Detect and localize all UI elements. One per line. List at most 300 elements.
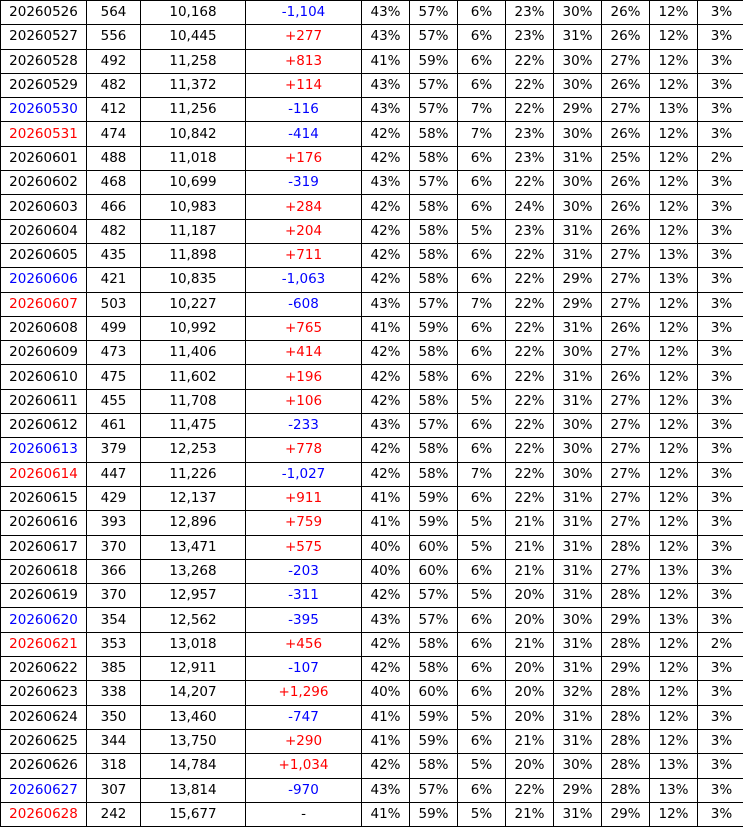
percent-cell: 57% bbox=[410, 1, 458, 25]
total-cell: 11,018 bbox=[141, 146, 246, 170]
count-cell: 556 bbox=[87, 25, 141, 49]
date-cell: 20260529 bbox=[1, 73, 87, 97]
percent-cell: 20% bbox=[506, 657, 554, 681]
total-cell: 11,406 bbox=[141, 341, 246, 365]
percent-cell: 60% bbox=[410, 535, 458, 559]
table-row bbox=[1, 146, 743, 170]
change-cell: -233 bbox=[246, 414, 362, 438]
percent-cell: 3% bbox=[698, 754, 743, 778]
percent-cell: 31% bbox=[554, 486, 602, 510]
percent-cell: 30% bbox=[554, 171, 602, 195]
percent-cell: 42% bbox=[362, 219, 410, 243]
percent-cell: 12% bbox=[650, 632, 698, 656]
percent-cell: 43% bbox=[362, 98, 410, 122]
date-cell: 20260620 bbox=[1, 608, 87, 632]
date-cell: 20260527 bbox=[1, 25, 87, 49]
percent-cell: 57% bbox=[410, 171, 458, 195]
percent-cell: 30% bbox=[554, 341, 602, 365]
percent-cell: 7% bbox=[458, 98, 506, 122]
percent-cell: 42% bbox=[362, 243, 410, 267]
percent-cell: 43% bbox=[362, 25, 410, 49]
percent-cell: 3% bbox=[698, 535, 743, 559]
count-cell: 366 bbox=[87, 559, 141, 583]
percent-cell: 30% bbox=[554, 122, 602, 146]
table-row bbox=[1, 316, 743, 340]
count-cell: 354 bbox=[87, 608, 141, 632]
percent-cell: 60% bbox=[410, 559, 458, 583]
percent-cell: 58% bbox=[410, 754, 458, 778]
change-cell: +1,296 bbox=[246, 681, 362, 705]
percent-cell: 30% bbox=[554, 49, 602, 73]
percent-cell: 40% bbox=[362, 535, 410, 559]
percent-cell: 31% bbox=[554, 559, 602, 583]
total-cell: 10,992 bbox=[141, 316, 246, 340]
percent-cell: 26% bbox=[602, 25, 650, 49]
percent-cell: 42% bbox=[362, 754, 410, 778]
percent-cell: 3% bbox=[698, 268, 743, 292]
percent-cell: 2% bbox=[698, 146, 743, 170]
percent-cell: 23% bbox=[506, 1, 554, 25]
percent-cell: 3% bbox=[698, 73, 743, 97]
total-cell: 12,957 bbox=[141, 584, 246, 608]
percent-cell: 57% bbox=[410, 98, 458, 122]
change-cell: +196 bbox=[246, 365, 362, 389]
percent-cell: 3% bbox=[698, 1, 743, 25]
percent-cell: 5% bbox=[458, 219, 506, 243]
percent-cell: 43% bbox=[362, 292, 410, 316]
change-cell: -1,027 bbox=[246, 462, 362, 486]
percent-cell: 6% bbox=[458, 73, 506, 97]
percent-cell: 6% bbox=[458, 146, 506, 170]
percent-cell: 41% bbox=[362, 705, 410, 729]
percent-cell: 31% bbox=[554, 219, 602, 243]
percent-cell: 41% bbox=[362, 802, 410, 826]
percent-cell: 29% bbox=[554, 778, 602, 802]
date-cell: 20260605 bbox=[1, 243, 87, 267]
percent-cell: 22% bbox=[506, 438, 554, 462]
percent-cell: 6% bbox=[458, 657, 506, 681]
percent-cell: 41% bbox=[362, 729, 410, 753]
percent-cell: 3% bbox=[698, 25, 743, 49]
percent-cell: 12% bbox=[650, 341, 698, 365]
percent-cell: 6% bbox=[458, 1, 506, 25]
total-cell: 15,677 bbox=[141, 802, 246, 826]
change-cell: +204 bbox=[246, 219, 362, 243]
table-row bbox=[1, 389, 743, 413]
percent-cell: 22% bbox=[506, 462, 554, 486]
date-cell: 20260623 bbox=[1, 681, 87, 705]
percent-cell: 43% bbox=[362, 608, 410, 632]
percent-cell: 13% bbox=[650, 608, 698, 632]
percent-cell: 42% bbox=[362, 389, 410, 413]
percent-cell: 31% bbox=[554, 389, 602, 413]
change-cell: -116 bbox=[246, 98, 362, 122]
date-cell: 20260617 bbox=[1, 535, 87, 559]
percent-cell: 21% bbox=[506, 632, 554, 656]
percent-cell: 30% bbox=[554, 414, 602, 438]
total-cell: 11,602 bbox=[141, 365, 246, 389]
count-cell: 435 bbox=[87, 243, 141, 267]
count-cell: 482 bbox=[87, 219, 141, 243]
percent-cell: 12% bbox=[650, 657, 698, 681]
total-cell: 14,207 bbox=[141, 681, 246, 705]
percent-cell: 3% bbox=[698, 341, 743, 365]
count-cell: 344 bbox=[87, 729, 141, 753]
percent-cell: 59% bbox=[410, 486, 458, 510]
count-cell: 429 bbox=[87, 486, 141, 510]
percent-cell: 12% bbox=[650, 122, 698, 146]
percent-cell: 3% bbox=[698, 438, 743, 462]
table-row bbox=[1, 243, 743, 267]
percent-cell: 42% bbox=[362, 122, 410, 146]
total-cell: 13,814 bbox=[141, 778, 246, 802]
percent-cell: 12% bbox=[650, 171, 698, 195]
change-cell: -414 bbox=[246, 122, 362, 146]
percent-cell: 22% bbox=[506, 73, 554, 97]
percent-cell: 58% bbox=[410, 219, 458, 243]
total-cell: 12,137 bbox=[141, 486, 246, 510]
percent-cell: 3% bbox=[698, 292, 743, 316]
count-cell: 370 bbox=[87, 535, 141, 559]
total-cell: 11,708 bbox=[141, 389, 246, 413]
date-cell: 20260528 bbox=[1, 49, 87, 73]
table-row bbox=[1, 365, 743, 389]
percent-cell: 57% bbox=[410, 778, 458, 802]
count-cell: 242 bbox=[87, 802, 141, 826]
percent-cell: 29% bbox=[602, 657, 650, 681]
change-cell: +813 bbox=[246, 49, 362, 73]
total-cell: 12,896 bbox=[141, 511, 246, 535]
table-row bbox=[1, 49, 743, 73]
percent-cell: 28% bbox=[602, 754, 650, 778]
total-cell: 10,227 bbox=[141, 292, 246, 316]
date-cell: 20260604 bbox=[1, 219, 87, 243]
total-cell: 13,268 bbox=[141, 559, 246, 583]
table-row bbox=[1, 705, 743, 729]
percent-cell: 31% bbox=[554, 25, 602, 49]
percent-cell: 27% bbox=[602, 98, 650, 122]
percent-cell: 12% bbox=[650, 802, 698, 826]
percent-cell: 3% bbox=[698, 49, 743, 73]
percent-cell: 42% bbox=[362, 657, 410, 681]
date-cell: 20260613 bbox=[1, 438, 87, 462]
change-cell: +114 bbox=[246, 73, 362, 97]
change-cell: -107 bbox=[246, 657, 362, 681]
percent-cell: 22% bbox=[506, 268, 554, 292]
percent-cell: 31% bbox=[554, 584, 602, 608]
percent-cell: 13% bbox=[650, 559, 698, 583]
percent-cell: 30% bbox=[554, 73, 602, 97]
count-cell: 564 bbox=[87, 1, 141, 25]
percent-cell: 21% bbox=[506, 802, 554, 826]
percent-cell: 27% bbox=[602, 292, 650, 316]
change-cell: +290 bbox=[246, 729, 362, 753]
percent-cell: 3% bbox=[698, 608, 743, 632]
date-cell: 20260619 bbox=[1, 584, 87, 608]
percent-cell: 6% bbox=[458, 681, 506, 705]
change-cell: +277 bbox=[246, 25, 362, 49]
percent-cell: 27% bbox=[602, 243, 650, 267]
table-row bbox=[1, 559, 743, 583]
total-cell: 11,226 bbox=[141, 462, 246, 486]
percent-cell: 13% bbox=[650, 754, 698, 778]
percent-cell: 13% bbox=[650, 98, 698, 122]
date-cell: 20260609 bbox=[1, 341, 87, 365]
date-cell: 20260530 bbox=[1, 98, 87, 122]
percent-cell: 59% bbox=[410, 729, 458, 753]
count-cell: 379 bbox=[87, 438, 141, 462]
count-cell: 370 bbox=[87, 584, 141, 608]
percent-cell: 7% bbox=[458, 122, 506, 146]
table-row bbox=[1, 632, 743, 656]
percent-cell: 27% bbox=[602, 414, 650, 438]
percent-cell: 5% bbox=[458, 584, 506, 608]
total-cell: 11,258 bbox=[141, 49, 246, 73]
percent-cell: 3% bbox=[698, 681, 743, 705]
count-cell: 307 bbox=[87, 778, 141, 802]
table-row bbox=[1, 608, 743, 632]
percent-cell: 26% bbox=[602, 122, 650, 146]
percent-cell: 3% bbox=[698, 657, 743, 681]
percent-cell: 26% bbox=[602, 171, 650, 195]
table-row bbox=[1, 486, 743, 510]
percent-cell: 12% bbox=[650, 729, 698, 753]
table-row bbox=[1, 414, 743, 438]
percent-cell: 12% bbox=[650, 462, 698, 486]
percent-cell: 42% bbox=[362, 365, 410, 389]
change-cell: - bbox=[246, 802, 362, 826]
percent-cell: 29% bbox=[554, 98, 602, 122]
percent-cell: 31% bbox=[554, 632, 602, 656]
percent-cell: 26% bbox=[602, 316, 650, 340]
percent-cell: 6% bbox=[458, 632, 506, 656]
percent-cell: 20% bbox=[506, 608, 554, 632]
table-row bbox=[1, 25, 743, 49]
total-cell: 13,750 bbox=[141, 729, 246, 753]
change-cell: +778 bbox=[246, 438, 362, 462]
percent-cell: 5% bbox=[458, 705, 506, 729]
percent-cell: 6% bbox=[458, 195, 506, 219]
percent-cell: 40% bbox=[362, 559, 410, 583]
percent-cell: 12% bbox=[650, 195, 698, 219]
percent-cell: 57% bbox=[410, 73, 458, 97]
percent-cell: 22% bbox=[506, 365, 554, 389]
table-row bbox=[1, 171, 743, 195]
change-cell: -747 bbox=[246, 705, 362, 729]
date-cell: 20260612 bbox=[1, 414, 87, 438]
percent-cell: 12% bbox=[650, 219, 698, 243]
percent-cell: 57% bbox=[410, 25, 458, 49]
date-cell: 20260627 bbox=[1, 778, 87, 802]
total-cell: 12,562 bbox=[141, 608, 246, 632]
percent-cell: 31% bbox=[554, 535, 602, 559]
percent-cell: 22% bbox=[506, 98, 554, 122]
percent-cell: 26% bbox=[602, 1, 650, 25]
percent-cell: 58% bbox=[410, 389, 458, 413]
date-cell: 20260626 bbox=[1, 754, 87, 778]
change-cell: +456 bbox=[246, 632, 362, 656]
count-cell: 468 bbox=[87, 171, 141, 195]
percent-cell: 12% bbox=[650, 389, 698, 413]
percent-cell: 3% bbox=[698, 705, 743, 729]
percent-cell: 31% bbox=[554, 657, 602, 681]
percent-cell: 43% bbox=[362, 1, 410, 25]
total-cell: 10,835 bbox=[141, 268, 246, 292]
count-cell: 338 bbox=[87, 681, 141, 705]
total-cell: 12,911 bbox=[141, 657, 246, 681]
total-cell: 10,445 bbox=[141, 25, 246, 49]
table-row bbox=[1, 98, 743, 122]
percent-cell: 28% bbox=[602, 729, 650, 753]
percent-cell: 12% bbox=[650, 146, 698, 170]
change-cell: -311 bbox=[246, 584, 362, 608]
percent-cell: 12% bbox=[650, 365, 698, 389]
date-cell: 20260607 bbox=[1, 292, 87, 316]
date-cell: 20260602 bbox=[1, 171, 87, 195]
percent-cell: 3% bbox=[698, 171, 743, 195]
change-cell: -319 bbox=[246, 171, 362, 195]
percent-cell: 59% bbox=[410, 705, 458, 729]
percent-cell: 3% bbox=[698, 559, 743, 583]
percent-cell: 29% bbox=[602, 608, 650, 632]
total-cell: 11,372 bbox=[141, 73, 246, 97]
percent-cell: 3% bbox=[698, 584, 743, 608]
percent-cell: 3% bbox=[698, 729, 743, 753]
total-cell: 10,983 bbox=[141, 195, 246, 219]
percent-cell: 22% bbox=[506, 292, 554, 316]
change-cell: -395 bbox=[246, 608, 362, 632]
table-row bbox=[1, 438, 743, 462]
percent-cell: 3% bbox=[698, 389, 743, 413]
date-cell: 20260608 bbox=[1, 316, 87, 340]
percent-cell: 22% bbox=[506, 389, 554, 413]
table-row bbox=[1, 729, 743, 753]
percent-cell: 59% bbox=[410, 802, 458, 826]
percent-cell: 20% bbox=[506, 705, 554, 729]
percent-cell: 58% bbox=[410, 243, 458, 267]
count-cell: 318 bbox=[87, 754, 141, 778]
percent-cell: 43% bbox=[362, 778, 410, 802]
count-cell: 412 bbox=[87, 98, 141, 122]
percent-cell: 6% bbox=[458, 243, 506, 267]
percent-cell: 12% bbox=[650, 292, 698, 316]
percent-cell: 25% bbox=[602, 146, 650, 170]
percent-cell: 30% bbox=[554, 754, 602, 778]
percent-cell: 12% bbox=[650, 535, 698, 559]
percent-cell: 41% bbox=[362, 511, 410, 535]
date-cell: 20260621 bbox=[1, 632, 87, 656]
percent-cell: 59% bbox=[410, 511, 458, 535]
table-row bbox=[1, 754, 743, 778]
percent-cell: 12% bbox=[650, 705, 698, 729]
percent-cell: 3% bbox=[698, 462, 743, 486]
count-cell: 447 bbox=[87, 462, 141, 486]
total-cell: 12,253 bbox=[141, 438, 246, 462]
count-cell: 488 bbox=[87, 146, 141, 170]
percent-cell: 5% bbox=[458, 389, 506, 413]
percent-cell: 6% bbox=[458, 268, 506, 292]
percent-cell: 26% bbox=[602, 219, 650, 243]
change-cell: +106 bbox=[246, 389, 362, 413]
table-row bbox=[1, 1, 743, 25]
percent-cell: 40% bbox=[362, 681, 410, 705]
date-cell: 20260618 bbox=[1, 559, 87, 583]
percent-cell: 42% bbox=[362, 462, 410, 486]
percent-cell: 31% bbox=[554, 705, 602, 729]
percent-cell: 30% bbox=[554, 1, 602, 25]
change-cell: +765 bbox=[246, 316, 362, 340]
percent-cell: 12% bbox=[650, 414, 698, 438]
percent-cell: 41% bbox=[362, 486, 410, 510]
percent-cell: 21% bbox=[506, 535, 554, 559]
date-cell: 20260628 bbox=[1, 802, 87, 826]
percent-cell: 57% bbox=[410, 608, 458, 632]
percent-cell: 21% bbox=[506, 559, 554, 583]
count-cell: 499 bbox=[87, 316, 141, 340]
percent-cell: 58% bbox=[410, 365, 458, 389]
table-row bbox=[1, 195, 743, 219]
total-cell: 13,018 bbox=[141, 632, 246, 656]
percent-cell: 6% bbox=[458, 171, 506, 195]
change-cell: -203 bbox=[246, 559, 362, 583]
date-cell: 20260603 bbox=[1, 195, 87, 219]
percent-cell: 23% bbox=[506, 219, 554, 243]
count-cell: 475 bbox=[87, 365, 141, 389]
date-cell: 20260601 bbox=[1, 146, 87, 170]
percent-cell: 27% bbox=[602, 438, 650, 462]
percent-cell: 6% bbox=[458, 316, 506, 340]
total-cell: 13,471 bbox=[141, 535, 246, 559]
percent-cell: 22% bbox=[506, 243, 554, 267]
percent-cell: 58% bbox=[410, 195, 458, 219]
percent-cell: 23% bbox=[506, 122, 554, 146]
percent-cell: 6% bbox=[458, 559, 506, 583]
percent-cell: 32% bbox=[554, 681, 602, 705]
total-cell: 11,898 bbox=[141, 243, 246, 267]
table-row bbox=[1, 219, 743, 243]
count-cell: 466 bbox=[87, 195, 141, 219]
percent-cell: 41% bbox=[362, 49, 410, 73]
percent-cell: 58% bbox=[410, 146, 458, 170]
percent-cell: 28% bbox=[602, 778, 650, 802]
table-row bbox=[1, 584, 743, 608]
percent-cell: 12% bbox=[650, 511, 698, 535]
percent-cell: 26% bbox=[602, 195, 650, 219]
change-cell: +711 bbox=[246, 243, 362, 267]
percent-cell: 3% bbox=[698, 122, 743, 146]
percent-cell: 7% bbox=[458, 462, 506, 486]
date-cell: 20260622 bbox=[1, 657, 87, 681]
date-cell: 20260614 bbox=[1, 462, 87, 486]
count-cell: 474 bbox=[87, 122, 141, 146]
percent-cell: 59% bbox=[410, 49, 458, 73]
percent-cell: 27% bbox=[602, 462, 650, 486]
count-cell: 482 bbox=[87, 73, 141, 97]
percent-cell: 42% bbox=[362, 632, 410, 656]
percent-cell: 43% bbox=[362, 414, 410, 438]
change-cell: -970 bbox=[246, 778, 362, 802]
percent-cell: 27% bbox=[602, 49, 650, 73]
change-cell: -608 bbox=[246, 292, 362, 316]
percent-cell: 6% bbox=[458, 341, 506, 365]
percent-cell: 6% bbox=[458, 365, 506, 389]
total-cell: 11,256 bbox=[141, 98, 246, 122]
table-row bbox=[1, 681, 743, 705]
percent-cell: 12% bbox=[650, 486, 698, 510]
percent-cell: 3% bbox=[698, 219, 743, 243]
table-row bbox=[1, 268, 743, 292]
percent-cell: 24% bbox=[506, 195, 554, 219]
